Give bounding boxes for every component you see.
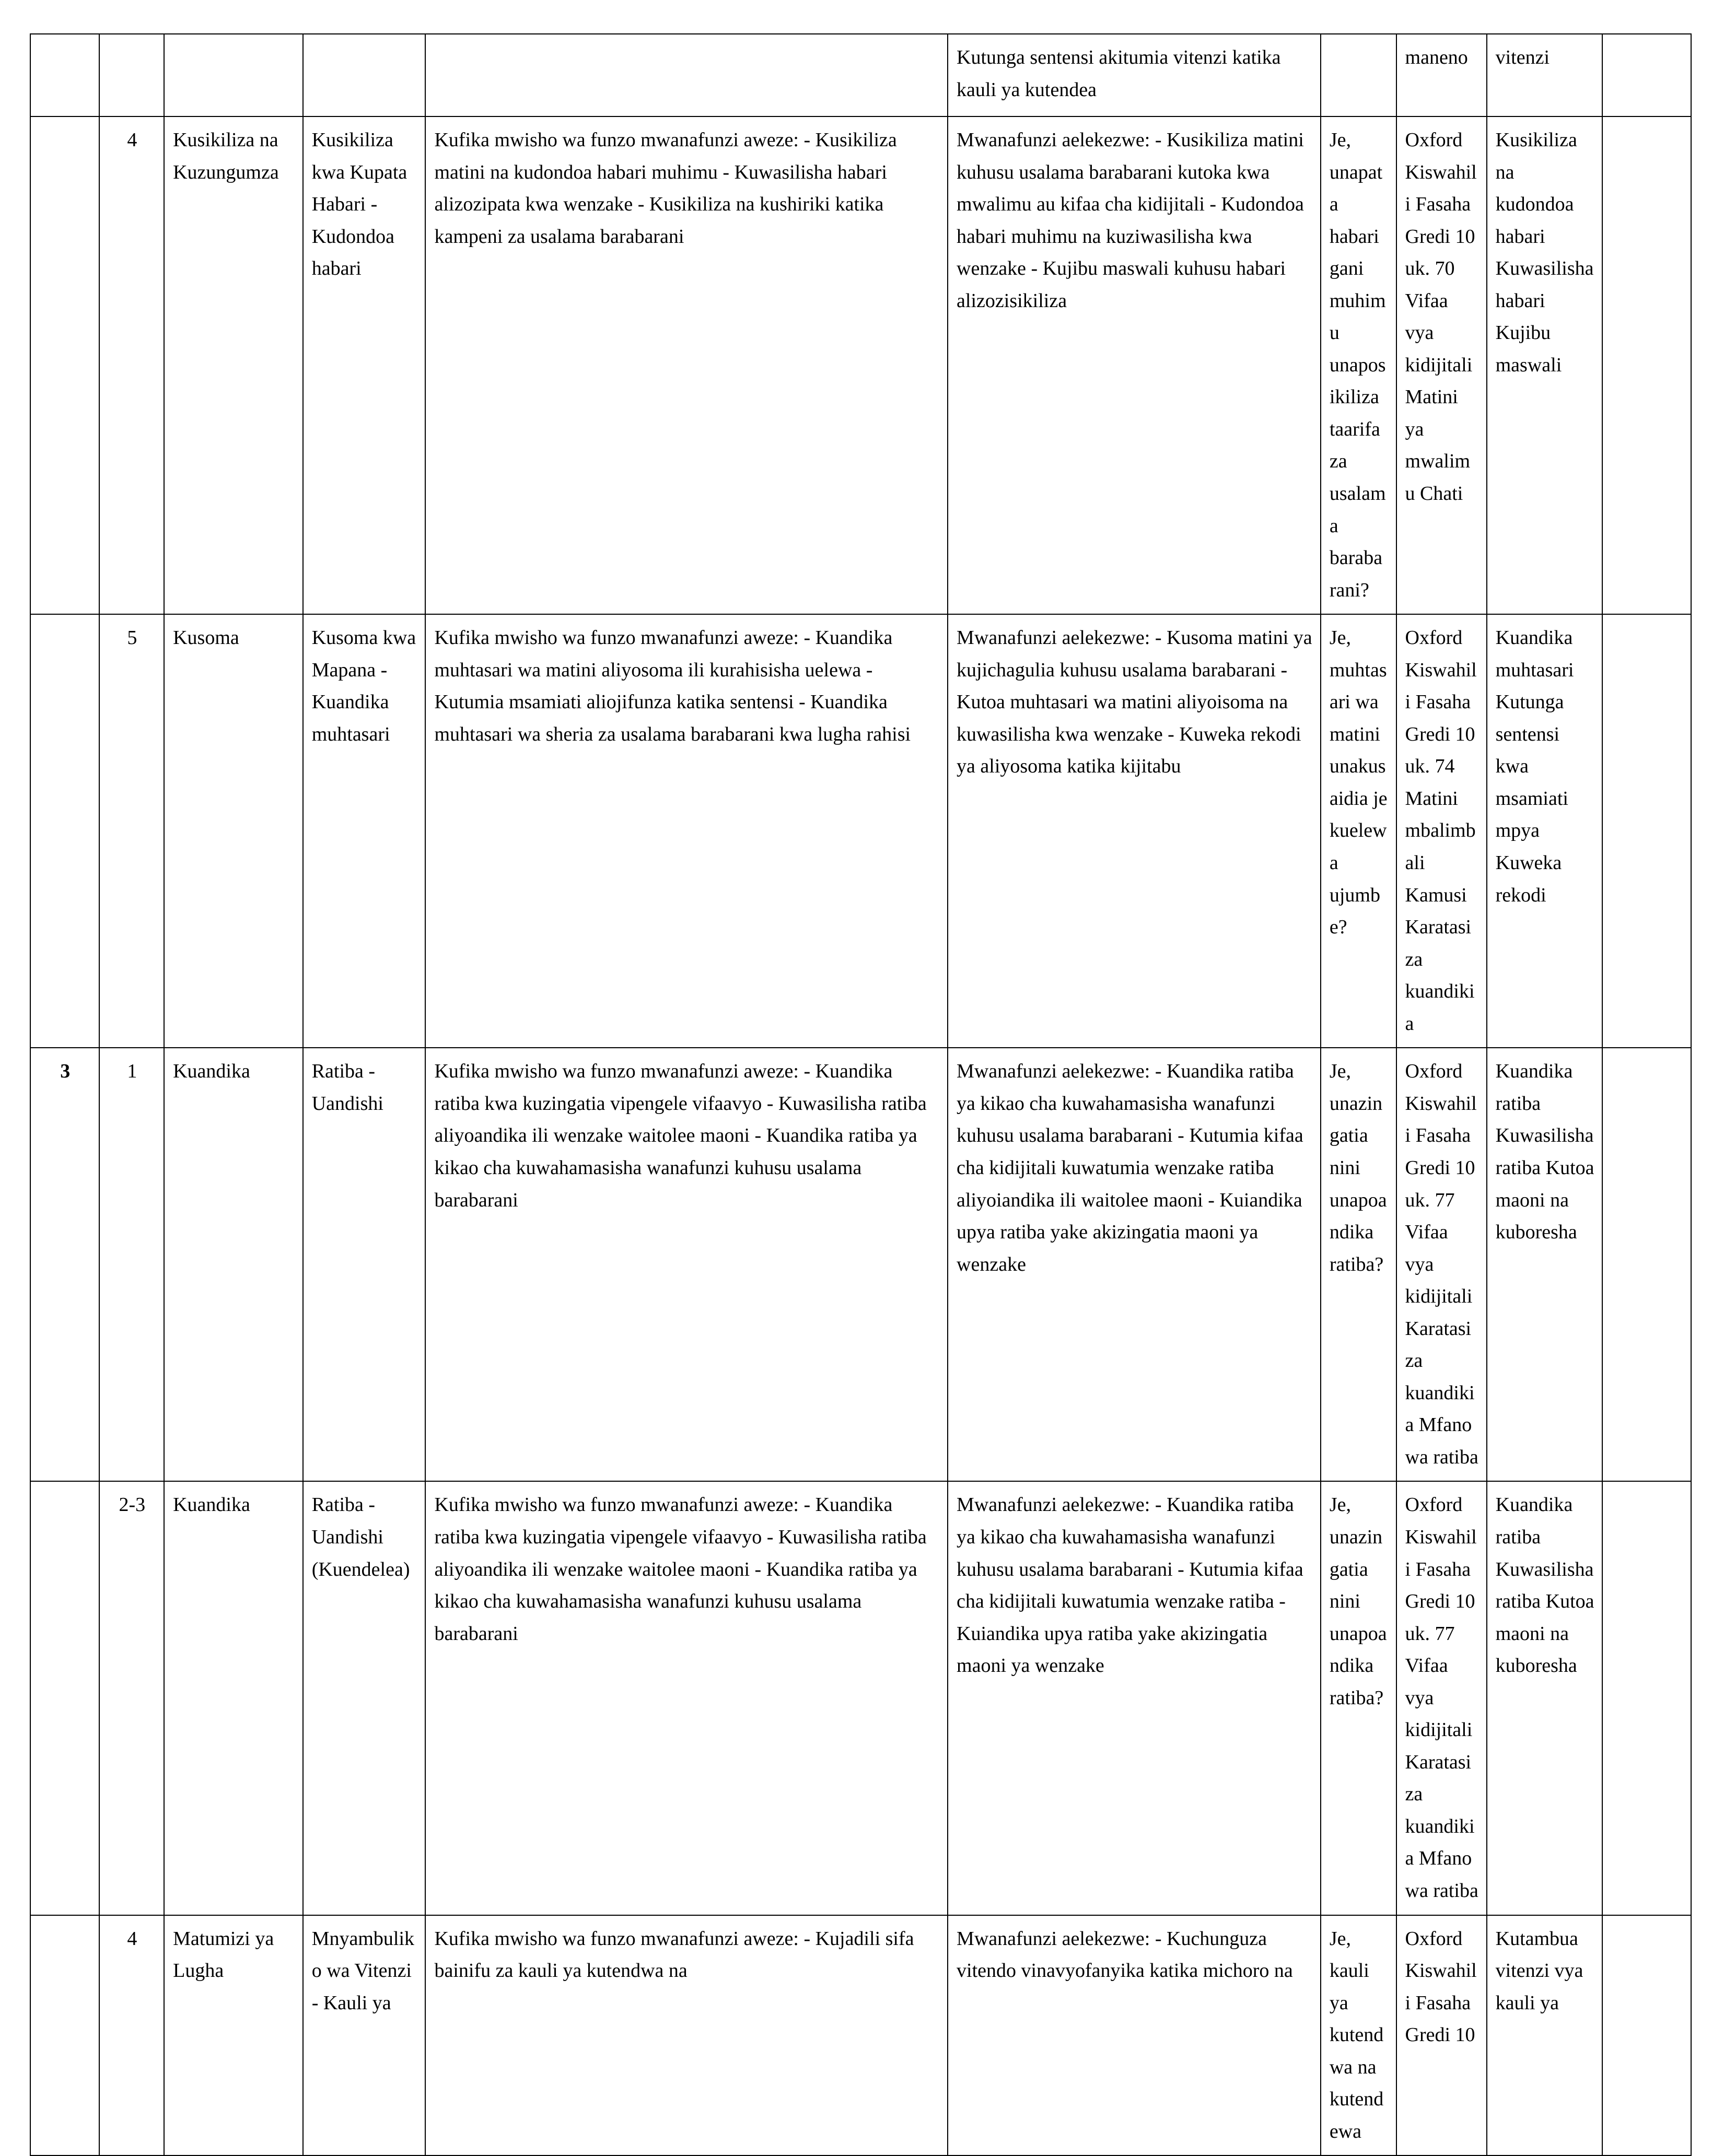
cell-experiences: Mwanafunzi aelekezwe: - Kuandika ratiba ya kikao cha kuwahamasisha wanafunzi kuhusu usalama barabarani - Kutumia kifaa cha kidijitali kuwatumia wenzake ratiba - Kuiandika upya ratiba yake akizingatia maoni ya wenzake bbox=[948, 1481, 1321, 1915]
cell-substrand bbox=[303, 34, 426, 116]
cell-inquiry bbox=[1321, 34, 1396, 116]
scheme-of-work-table bbox=[30, 33, 1692, 2156]
cell-substrand: Ratiba - Uandishi (Kuendelea) bbox=[303, 1481, 426, 1915]
cell-outcomes bbox=[425, 34, 948, 116]
cell-week: 5 bbox=[99, 614, 165, 1048]
cell-strand bbox=[164, 34, 303, 116]
cell-resources: maneno bbox=[1396, 34, 1487, 116]
cell-reflection bbox=[1602, 614, 1691, 1048]
cell-inquiry: Je, unapata habari gani muhimu unaposikiliza taarifa za usalama barabarani? bbox=[1321, 116, 1396, 614]
cell-strand: Kuandika bbox=[164, 1481, 303, 1915]
table-row bbox=[30, 116, 1691, 614]
cell-inquiry: Je, unazingatia nini unapoandika ratiba? bbox=[1321, 1048, 1396, 1481]
cell-resources: Oxford Kiswahili Fasaha Gredi 10 uk. 77 Vifaa vya kidijitali Karatasi za kuandikia Mfano wa ratiba bbox=[1396, 1481, 1487, 1915]
cell-reflection bbox=[1602, 116, 1691, 614]
cell-inquiry: Je, unazingatia nini unapoandika ratiba? bbox=[1321, 1481, 1396, 1915]
cell-resources: Oxford Kiswahili Fasaha Gredi 10 uk. 70 Vifaa vya kidijitali Matini ya mwalimu Chati bbox=[1396, 116, 1487, 614]
cell-term bbox=[30, 1915, 99, 2156]
cell-reflection bbox=[1602, 34, 1691, 116]
cell-assessment: Kutambua vitenzi vya kauli ya bbox=[1487, 1915, 1603, 2156]
cell-strand: Kusikiliza na Kuzungumza bbox=[164, 116, 303, 614]
cell-inquiry: Je, muhtasari wa matini unakusaidia je kuelewa ujumbe? bbox=[1321, 614, 1396, 1048]
cell-week: 2-3 bbox=[99, 1481, 165, 1915]
cell-inquiry: Je, kauli ya kutendwa na kutendewa bbox=[1321, 1915, 1396, 2156]
cell-experiences: Mwanafunzi aelekezwe: - Kuchunguza vitendo vinavyofanyika katika michoro na bbox=[948, 1915, 1321, 2156]
cell-experiences: Mwanafunzi aelekezwe: - Kuandika ratiba ya kikao cha kuwahamasisha wanafunzi kuhusu usalama barabarani - Kutumia kifaa cha kidijitali kuwatumia wenzake ratiba aliyoiandika ili waitolee maoni - Kuiandika upya ratiba yake akizingatia maoni ya wenzake bbox=[948, 1048, 1321, 1481]
cell-week: 4 bbox=[99, 1915, 165, 2156]
cell-week: 4 bbox=[99, 116, 165, 614]
cell-assessment: Kuandika muhtasari Kutunga sentensi kwa msamiati mpya Kuweka rekodi bbox=[1487, 614, 1603, 1048]
cell-experiences: Mwanafunzi aelekezwe: - Kusoma matini ya kujichagulia kuhusu usalama barabarani - Kutoa muhtasari wa matini aliyoisoma na kuwasilisha kwa wenzake - Kuweka rekodi ya aliyosoma katika kijitabu bbox=[948, 614, 1321, 1048]
cell-substrand: Ratiba - Uandishi bbox=[303, 1048, 426, 1481]
cell-substrand: Kusoma kwa Mapana - Kuandika muhtasari bbox=[303, 614, 426, 1048]
cell-strand: Matumizi ya Lugha bbox=[164, 1915, 303, 2156]
cell-outcomes: Kufika mwisho wa funzo mwanafunzi aweze: - Kusikiliza matini na kudondoa habari muhimu - Kuwasilisha habari alizozipata kwa wenzake - Kusikiliza na kushiriki katika kampeni za usalama barabarani bbox=[425, 116, 948, 614]
cell-reflection bbox=[1602, 1048, 1691, 1481]
table-row bbox=[30, 614, 1691, 1048]
cell-term bbox=[30, 1481, 99, 1915]
table-row bbox=[30, 1481, 1691, 1915]
cell-week: 1 bbox=[99, 1048, 165, 1481]
cell-substrand: Mnyambuliko wa Vitenzi - Kauli ya bbox=[303, 1915, 426, 2156]
cell-outcomes: Kufika mwisho wa funzo mwanafunzi aweze: - Kuandika muhtasari wa matini aliyosoma ili kurahisisha uelewa - Kutumia msamiati aliojifunza katika sentensi - Kuandika muhtasari wa sheria za usalama barabarani kwa lugha rahisi bbox=[425, 614, 948, 1048]
cell-resources: Oxford Kiswahili Fasaha Gredi 10 bbox=[1396, 1915, 1487, 2156]
cell-strand: Kusoma bbox=[164, 614, 303, 1048]
cell-term: 3 bbox=[30, 1048, 99, 1481]
cell-term bbox=[30, 34, 99, 116]
cell-outcomes: Kufika mwisho wa funzo mwanafunzi aweze: - Kujadili sifa bainifu za kauli ya kutendwa na bbox=[425, 1915, 948, 2156]
cell-experiences: Mwanafunzi aelekezwe: - Kusikiliza matini kuhusu usalama barabarani kutoka kwa mwalimu au kifaa cha kidijitali - Kudondoa habari muhimu na kuziwasilisha kwa wenzake - Kujibu maswali kuhusu habari alizozisikiliza bbox=[948, 116, 1321, 614]
cell-outcomes: Kufika mwisho wa funzo mwanafunzi aweze: - Kuandika ratiba kwa kuzingatia vipengele vifaavyo - Kuwasilisha ratiba aliyoandika ili wenzake waitolee maoni - Kuandika ratiba ya kikao cha kuwahamasisha wanafunzi kuhusu usalama barabarani bbox=[425, 1481, 948, 1915]
table-row bbox=[30, 1915, 1691, 2156]
cell-assessment: vitenzi bbox=[1487, 34, 1603, 116]
cell-term bbox=[30, 614, 99, 1048]
cell-reflection bbox=[1602, 1481, 1691, 1915]
cell-assessment: Kuandika ratiba Kuwasilisha ratiba Kutoa maoni na kuboresha bbox=[1487, 1048, 1603, 1481]
table-row bbox=[30, 1048, 1691, 1481]
cell-strand: Kuandika bbox=[164, 1048, 303, 1481]
cell-substrand: Kusikiliza kwa Kupata Habari - Kudondoa habari bbox=[303, 116, 426, 614]
cell-resources: Oxford Kiswahili Fasaha Gredi 10 uk. 74 Matini mbalimbali Kamusi Karatasi za kuandikia bbox=[1396, 614, 1487, 1048]
cell-assessment: Kuandika ratiba Kuwasilisha ratiba Kutoa maoni na kuboresha bbox=[1487, 1481, 1603, 1915]
cell-assessment: Kusikiliza na kudondoa habari Kuwasilisha habari Kujibu maswali bbox=[1487, 116, 1603, 614]
cell-term bbox=[30, 116, 99, 614]
cell-experiences: Kutunga sentensi akitumia vitenzi katika kauli ya kutendea bbox=[948, 34, 1321, 116]
cell-reflection bbox=[1602, 1915, 1691, 2156]
cell-week bbox=[99, 34, 165, 116]
table-row bbox=[30, 34, 1691, 116]
cell-outcomes: Kufika mwisho wa funzo mwanafunzi aweze: - Kuandika ratiba kwa kuzingatia vipengele vifaavyo - Kuwasilisha ratiba aliyoandika ili wenzake waitolee maoni - Kuandika ratiba ya kikao cha kuwahamasisha wanafunzi kuhusu usalama barabarani bbox=[425, 1048, 948, 1481]
cell-resources: Oxford Kiswahili Fasaha Gredi 10 uk. 77 Vifaa vya kidijitali Karatasi za kuandikia Mfano wa ratiba bbox=[1396, 1048, 1487, 1481]
